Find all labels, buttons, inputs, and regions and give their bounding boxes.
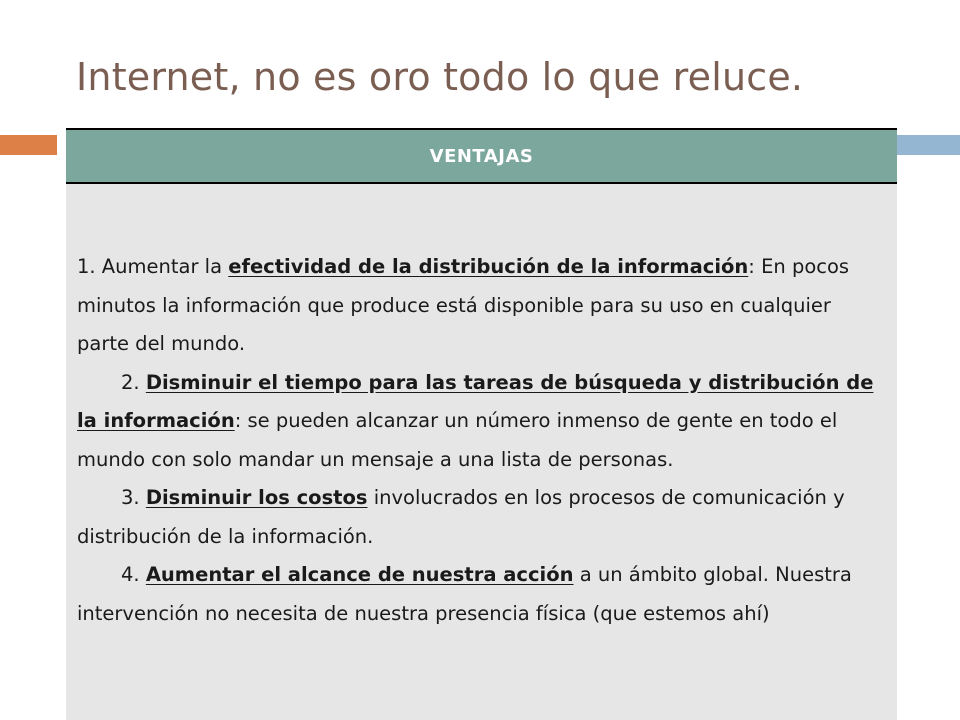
advantage-item-2-prefix: 2.: [121, 370, 146, 394]
advantage-item-1-text: : En pocos minutos la información que produce está disponible para su uso en cualquier parte del mundo.: [77, 255, 850, 355]
advantage-item-4-emphasis: Aumentar el alcance de nuestra acción: [145, 563, 574, 586]
advantage-item-2: [77, 364, 885, 480]
advantage-item-3-text: involucrados en los procesos de comunicación y distribución de la información.: [77, 486, 845, 548]
advantage-item-1-emphasis: efectividad de la distribución de la información: [228, 255, 749, 278]
advantage-item-4: [77, 556, 885, 633]
slide-title: Internet, no es oro todo lo que reluce.: [76, 55, 804, 99]
advantage-item-2-emphasis: Disminuir el tiempo para las tareas de búsqueda y distribución de la información: [77, 370, 874, 432]
advantage-item-1-prefix: 1. Aumentar la: [77, 255, 229, 278]
advantage-item-3-prefix: 3.: [121, 486, 146, 509]
advantage-item-4-prefix: 4.: [121, 563, 146, 586]
advantage-item-3: [77, 479, 885, 556]
advantage-item-2-text: : se pueden alcanzar un número inmenso de gente en todo el mundo con solo mandar un mensaje a una lista de personas.: [77, 409, 838, 471]
advantages-table: [66, 128, 897, 720]
advantage-item-3-emphasis: Disminuir los costos: [145, 486, 368, 509]
accent-bar-right: [897, 135, 960, 155]
table-body: [66, 184, 897, 633]
advantage-item-1: [77, 248, 885, 364]
advantage-item-4-text: a un ámbito global. Nuestra intervención no necesita de nuestra presencia física (que estemos ahí): [77, 563, 852, 625]
table-header: [66, 128, 897, 184]
table-header-label: VENTAJAS: [429, 145, 534, 167]
accent-bar-left: [0, 135, 57, 155]
